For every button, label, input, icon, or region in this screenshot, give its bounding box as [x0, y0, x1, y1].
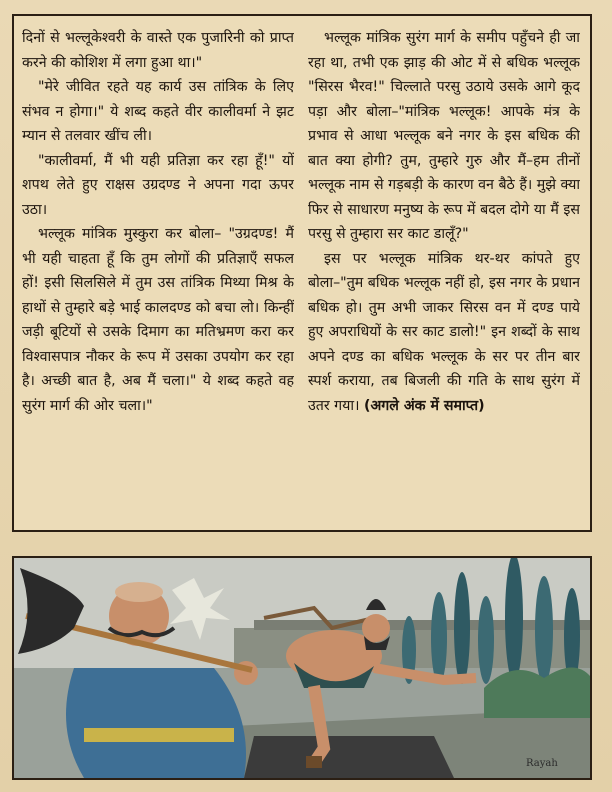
artist-signature: Rayah — [526, 758, 558, 769]
paragraph: "मेरे जीवित रहते यह कार्य उस तांत्रिक के लिए संभव न होगा।" ये शब्द कहते वीर कालीवर्मा ने झट म्यान से तलवार खींच ली। — [22, 79, 294, 144]
paragraph: भल्लूक मांत्रिक मुस्कुरा कर बोला– "उग्रदण्ड! मैं भी यही चाहता हूँ कि तुम लोगों की प्रतिज्ञाएँ सफल हों! इसी सिलसिले में तुम उस तांत्रिक मिथ्या मिश्र के हाथों से तुम्हारे बड़े भाई कालदण्ड को बचा लो। किन्हीं जड़ी बूटियों से उसके दिमाग का मतिभ्रमण करा कर विश्वासपात्र नौकर के रूप में उसका उपयोग कर रहा है। अच्छी बात है, अब मैं चला।" ये शब्द कहते वह सुरंग मार्ग की ओर चला।" — [22, 226, 294, 414]
illustration-art — [14, 558, 590, 778]
left-text-column — [22, 26, 294, 526]
paragraph: भल्लूक मांत्रिक सुरंग मार्ग के समीप पहुँचने ही जा रहा था, तभी एक झाड़ की ओट में से बधिक भल्लूक "सिरस भैरव!" चिल्लाते परसु उठाये उसके आगे कूद पड़ा और बोला–"मांत्रिक भल्लूक! आपके मंत्र के प्रभाव से आधा भल्लूक बने नगर के इस बधिक की बात क्या होगी? तुम, तुम्हारे गुरु और मैं–हम तीनों भल्लूक नाम से गड़बड़ी के कारण वन बैठे हैं। मुझे क्या फिर से साधारण मनुष्य के रूप में बदल दोगे या मैं इस परसु से तुम्हारा सर काट डालूँ?" — [308, 30, 580, 242]
to-be-concluded-note: (अगले अंक में समाप्त) — [363, 397, 485, 414]
comic-illustration — [12, 556, 592, 780]
paragraph: दिनों से भल्लूकेश्वरी के वास्ते एक पुजारिनी को प्राप्त करने की कोशिश में लगा हुआ था।" — [22, 30, 294, 71]
paragraph: "कालीवर्मा, मैं भी यही प्रतिज्ञा कर रहा हूँ!" यों शपथ लेते हुए राक्षस उग्रदण्ड ने अपना गदा ऊपर उठा। — [22, 152, 294, 218]
story-text-box — [12, 14, 592, 532]
right-text-column — [308, 26, 580, 526]
paragraph-text: इस पर भल्लूक मांत्रिक थर-थर कांपते हुए बोला–"तुम बधिक भल्लूक नहीं हो, इस नगर के प्रधान बधिक हो। तुम अभी जाकर सिरस वन में दण्ड पाये हुए अपराधियों के सर काट डालो!" इन शब्दों के साथ अपने दण्ड का बधिक भल्लूक के सर पर तीन बार स्पर्श कराया, तब बिजली की गति के साथ सुरंग में उतर गया। — [308, 250, 580, 414]
paragraph — [308, 247, 580, 419]
